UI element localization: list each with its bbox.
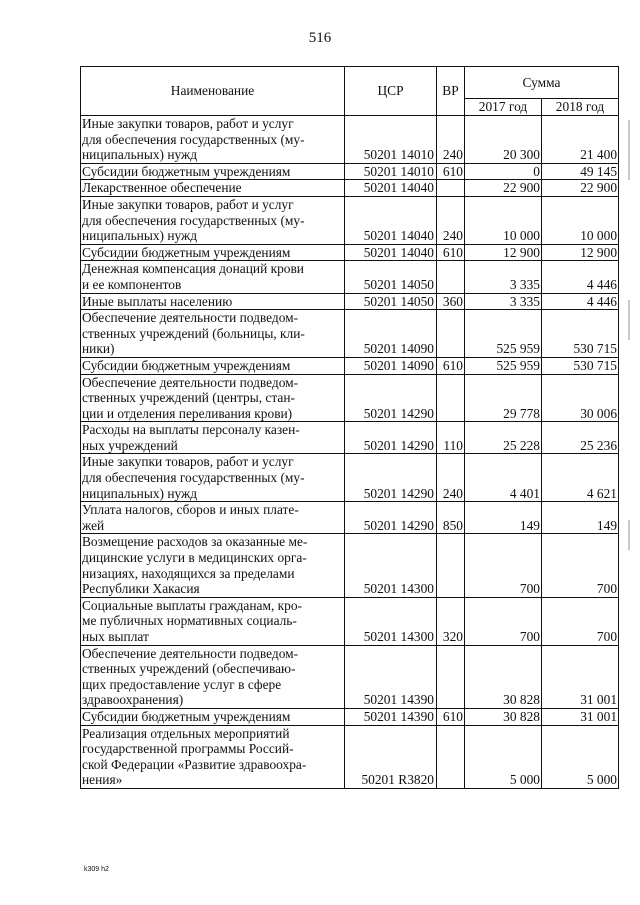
cell-name — [81, 502, 345, 534]
cell-vr: 240 — [437, 116, 465, 164]
cell-name-line: Обеспечение деятельности подведом- — [82, 310, 299, 326]
cell-csr: 50201 14040 — [345, 244, 437, 261]
cell-vr: 610 — [437, 708, 465, 725]
cell-2018: 31 001 — [542, 708, 619, 725]
cell-name-line: жей — [82, 517, 105, 533]
table-row — [81, 357, 619, 374]
cell-2018: 149 — [542, 502, 619, 534]
cell-vr: 610 — [437, 244, 465, 261]
cell-csr: 50201 14090 — [345, 357, 437, 374]
cell-2018: 49 145 — [542, 163, 619, 180]
cell-csr: 50201 14290 — [345, 374, 437, 422]
cell-name — [81, 196, 345, 244]
cell-vr — [437, 261, 465, 293]
table-row — [81, 708, 619, 725]
cell-name-line: ных учреждений — [82, 437, 178, 453]
cell-vr: 110 — [437, 422, 465, 454]
cell-name-line: щих предоставление услуг в сфере — [82, 676, 282, 692]
cell-2017: 525 959 — [465, 310, 542, 358]
table-row — [81, 534, 619, 597]
cell-name — [81, 310, 345, 358]
cell-csr: 50201 14040 — [345, 180, 437, 197]
cell-name-line: нения» — [82, 772, 123, 788]
cell-2018: 4 446 — [542, 261, 619, 293]
budget-table — [80, 66, 619, 789]
cell-2017: 22 900 — [465, 180, 542, 197]
cell-2018: 10 000 — [542, 196, 619, 244]
header-csr: ЦСР — [345, 67, 437, 116]
cell-name-line: Иные выплаты населению — [82, 293, 233, 309]
cell-vr — [437, 645, 465, 708]
cell-name — [81, 708, 345, 725]
cell-2017: 10 000 — [465, 196, 542, 244]
cell-csr: 50201 14050 — [345, 293, 437, 310]
header-name: Наименование — [81, 67, 345, 116]
header-year-2017: 2017 год — [465, 98, 542, 115]
cell-name-line: для обеспечения государственных (му- — [82, 131, 305, 147]
cell-name-line: ме публичных нормативных социаль- — [82, 613, 297, 629]
cell-vr — [437, 374, 465, 422]
cell-name-line: ской Федерации «Развитие здравоохра- — [82, 756, 307, 772]
cell-2018: 22 900 — [542, 180, 619, 197]
cell-2017: 700 — [465, 597, 542, 645]
cell-2017: 525 959 — [465, 357, 542, 374]
cell-vr: 240 — [437, 196, 465, 244]
cell-2017: 4 401 — [465, 454, 542, 502]
table-row — [81, 502, 619, 534]
cell-name-line: Иные закупки товаров, работ и услуг — [82, 454, 294, 470]
cell-name-line: для обеспечения государственных (му- — [82, 470, 305, 486]
table-row — [81, 374, 619, 422]
cell-2017: 12 900 — [465, 244, 542, 261]
cell-name-line: Социальные выплаты гражданам, кро- — [82, 597, 302, 613]
cell-2018: 25 236 — [542, 422, 619, 454]
cell-vr: 360 — [437, 293, 465, 310]
cell-name-line: Расходы на выплаты персоналу казен- — [82, 422, 300, 438]
cell-vr: 610 — [437, 163, 465, 180]
cell-2018: 30 006 — [542, 374, 619, 422]
table-row — [81, 597, 619, 645]
cell-name-line: ниципальных) нужд — [82, 228, 198, 244]
cell-name-line: здравоохранения) — [82, 692, 184, 708]
cell-name-line: Субсидии бюджетным учреждениям — [82, 708, 291, 724]
cell-csr: 50201 14090 — [345, 310, 437, 358]
cell-name — [81, 374, 345, 422]
cell-name — [81, 180, 345, 197]
cell-csr: 50201 14290 — [345, 422, 437, 454]
cell-2017: 25 228 — [465, 422, 542, 454]
cell-csr: 50201 14010 — [345, 116, 437, 164]
cell-name — [81, 454, 345, 502]
cell-csr: 50201 14290 — [345, 454, 437, 502]
footer-code: k309 h2 — [84, 866, 109, 873]
cell-csr: 50201 14300 — [345, 534, 437, 597]
table-row — [81, 645, 619, 708]
cell-2017: 5 000 — [465, 725, 542, 788]
table-row — [81, 244, 619, 261]
table-body — [81, 116, 619, 789]
header-sum: Сумма — [465, 67, 619, 99]
cell-name — [81, 597, 345, 645]
cell-vr: 240 — [437, 454, 465, 502]
table-row — [81, 180, 619, 197]
table-row — [81, 163, 619, 180]
cell-vr: 850 — [437, 502, 465, 534]
cell-name-line: ции и отделения переливания крови) — [82, 405, 293, 421]
cell-2018: 31 001 — [542, 645, 619, 708]
cell-2018: 530 715 — [542, 357, 619, 374]
table-row — [81, 310, 619, 358]
cell-name-line: Обеспечение деятельности подведом- — [82, 645, 299, 661]
cell-csr: 50201 14050 — [345, 261, 437, 293]
cell-name-line: дицинские услуги в медицинских орга- — [82, 550, 307, 566]
table-header — [81, 67, 619, 116]
cell-2017: 29 778 — [465, 374, 542, 422]
cell-2017: 149 — [465, 502, 542, 534]
cell-csr: 50201 R3820 — [345, 725, 437, 788]
cell-vr — [437, 310, 465, 358]
cell-csr: 50201 14390 — [345, 645, 437, 708]
cell-2017: 700 — [465, 534, 542, 597]
table-row — [81, 261, 619, 293]
header-year-2018: 2018 год — [542, 98, 619, 115]
cell-name-line: низациях, находящихся за пределами — [82, 565, 295, 581]
cell-name-line: Иные закупки товаров, работ и услуг — [82, 196, 294, 212]
cell-2017: 0 — [465, 163, 542, 180]
cell-2017: 3 335 — [465, 293, 542, 310]
cell-csr: 50201 14010 — [345, 163, 437, 180]
cell-2018: 530 715 — [542, 310, 619, 358]
cell-name — [81, 244, 345, 261]
cell-name — [81, 293, 345, 310]
cell-name-line: Обеспечение деятельности подведом- — [82, 374, 299, 390]
cell-name-line: Денежная компенсация донаций крови — [82, 261, 304, 277]
scan-margin-mark — [628, 520, 630, 550]
cell-name — [81, 357, 345, 374]
table-row — [81, 196, 619, 244]
cell-name-line: ных выплат — [82, 629, 149, 644]
cell-2018: 12 900 — [542, 244, 619, 261]
cell-name-line: государственной программы Россий- — [82, 741, 294, 757]
cell-name-line: Возмещение расходов за оказанные ме- — [82, 534, 308, 550]
cell-2018: 4 446 — [542, 293, 619, 310]
cell-name-line: Лекарственное обеспечение — [82, 180, 242, 196]
table-row — [81, 725, 619, 788]
cell-name — [81, 261, 345, 293]
page-number: 516 — [308, 30, 332, 46]
table-row — [81, 116, 619, 164]
scan-margin-mark — [628, 300, 630, 340]
cell-2018: 700 — [542, 597, 619, 645]
cell-2018: 4 621 — [542, 454, 619, 502]
cell-csr: 50201 14040 — [345, 196, 437, 244]
cell-name-line: Уплата налогов, сборов и иных плате- — [82, 502, 299, 518]
cell-name — [81, 645, 345, 708]
cell-name — [81, 116, 345, 164]
cell-name-line: ственных учреждений (больницы, кли- — [82, 325, 305, 341]
cell-name-line: и ее компонентов — [82, 276, 182, 292]
cell-vr — [437, 180, 465, 197]
cell-name-line: Субсидии бюджетным учреждениям — [82, 357, 291, 373]
cell-2018: 21 400 — [542, 116, 619, 164]
cell-csr: 50201 14300 — [345, 597, 437, 645]
cell-vr: 320 — [437, 597, 465, 645]
cell-vr — [437, 534, 465, 597]
cell-vr: 610 — [437, 357, 465, 374]
table-row — [81, 422, 619, 454]
cell-name-line: ниципальных) нужд — [82, 147, 198, 163]
cell-vr — [437, 725, 465, 788]
table-row — [81, 293, 619, 310]
header-vr: ВР — [437, 67, 465, 116]
cell-name-line: ники) — [82, 341, 115, 357]
cell-2017: 30 828 — [465, 645, 542, 708]
cell-name-line: для обеспечения государственных (му- — [82, 212, 305, 228]
cell-2017: 3 335 — [465, 261, 542, 293]
cell-csr: 50201 14390 — [345, 708, 437, 725]
cell-name-line: ственных учреждений (центры, стан- — [82, 390, 295, 406]
cell-2017: 20 300 — [465, 116, 542, 164]
cell-name-line: ниципальных) нужд — [82, 485, 198, 501]
table-row — [81, 454, 619, 502]
cell-name-line: ственных учреждений (обеспечиваю- — [82, 661, 296, 677]
cell-2018: 5 000 — [542, 725, 619, 788]
scan-margin-mark — [628, 120, 630, 180]
cell-name-line: Субсидии бюджетным учреждениям — [82, 163, 291, 179]
cell-name-line: Субсидии бюджетным учреждениям — [82, 244, 291, 260]
cell-2018: 700 — [542, 534, 619, 597]
cell-csr: 50201 14290 — [345, 502, 437, 534]
cell-name — [81, 534, 345, 597]
cell-name-line: Иные закупки товаров, работ и услуг — [82, 116, 294, 131]
cell-name — [81, 163, 345, 180]
cell-name — [81, 725, 345, 788]
cell-name-line: Республики Хакасия — [82, 581, 200, 597]
cell-name-line: Реализация отдельных мероприятий — [82, 725, 290, 741]
cell-2017: 30 828 — [465, 708, 542, 725]
cell-name — [81, 422, 345, 454]
